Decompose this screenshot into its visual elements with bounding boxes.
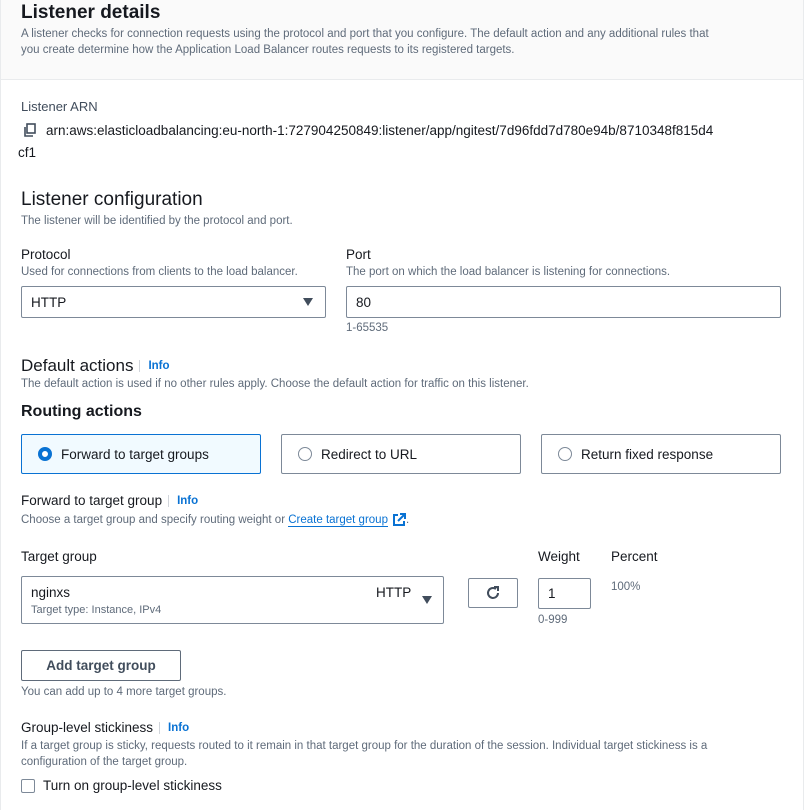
config-title: Listener configuration [21,189,203,210]
radio-icon [558,447,572,461]
caret-down-icon [422,596,432,604]
option-label: Redirect to URL [321,446,418,462]
radio-icon [298,447,312,461]
stickiness-checkbox[interactable] [21,779,35,793]
forward-info-link[interactable]: Info [168,495,198,507]
routing-option-redirect[interactable] [281,434,521,474]
port-value: 80 [356,294,372,310]
percent-label: Percent [611,549,658,564]
protocol-value: HTTP [31,294,67,310]
option-label: Forward to target groups [61,446,209,462]
port-constraint: 1-65535 [346,322,389,334]
refresh-icon [485,585,501,601]
create-target-group-link[interactable]: Create target group [288,513,388,526]
target-group-protocol: HTTP [376,585,412,600]
caret-down-icon [303,298,313,306]
weight-label: Weight [538,549,580,564]
refresh-button[interactable] [468,578,518,608]
forward-description: Choose a target group and specify routing weight or [21,514,286,526]
header-description-1: A listener checks for connection requests using the protocol and port that you configure. The default action and any additional rules that [21,28,709,40]
forward-description-suffix: . [405,514,410,526]
stickiness-checkbox-label: Turn on group-level stickiness [43,778,222,793]
default-actions-title: Default actions [21,356,134,375]
add-target-group-note: You can add up to 4 more target groups. [21,686,227,698]
external-link-icon [392,513,406,527]
header-description-2: you create determine how the Application Load Balancer routes requests to its registered targets. [21,44,515,56]
port-input[interactable] [346,286,781,318]
forward-title: Forward to target group [21,493,163,508]
arn-value-cont: cf1 [18,145,37,160]
arn-label: Listener ARN [21,99,98,114]
target-group-select[interactable] [21,576,444,624]
radio-selected-icon [38,447,52,461]
weight-range: 0-999 [538,614,568,626]
stickiness-description-1: If a target group is sticky, requests routed to it remain in that target group for the duration of the session. Individual target stickiness is a [21,740,708,752]
routing-option-forward[interactable] [21,434,261,474]
stickiness-checkbox-row[interactable] [21,778,222,793]
weight-value: 1 [548,586,556,601]
protocol-description: Used for connections from clients to the load balancer. [21,266,298,278]
target-group-name: nginxs [31,585,71,600]
port-description: The port on which the load balancer is listening for connections. [346,266,671,278]
port-label: Port [346,247,371,262]
arn-value: arn:aws:elasticloadbalancing:eu-north-1:727904250849:listener/app/ngitest/7d96fdd7d780e94b/8710348f815d4 [46,123,714,138]
percent-value: 100% [611,581,641,593]
default-actions-description: The default action is used if no other rules apply. Choose the default action for traffic on this listener. [21,378,529,390]
protocol-select[interactable] [21,286,326,318]
stickiness-title: Group-level stickiness [21,720,154,735]
stickiness-info-link[interactable]: Info [159,722,189,734]
option-label: Return fixed response [581,446,714,462]
default-actions-info-link[interactable]: Info [139,360,169,372]
copy-icon[interactable] [23,123,37,137]
stickiness-description-2: configuration of the target group. [21,756,188,768]
protocol-label: Protocol [21,247,71,262]
page-title: Listener details [21,2,161,23]
config-description: The listener will be identified by the protocol and port. [21,215,293,227]
routing-actions-title: Routing actions [21,403,142,420]
add-target-group-button[interactable]: Add target group [21,650,181,681]
target-group-type: Target type: Instance, IPv4 [31,604,162,616]
target-group-label: Target group [21,549,97,564]
routing-option-fixed-response[interactable] [541,434,781,474]
weight-input[interactable] [538,578,591,609]
